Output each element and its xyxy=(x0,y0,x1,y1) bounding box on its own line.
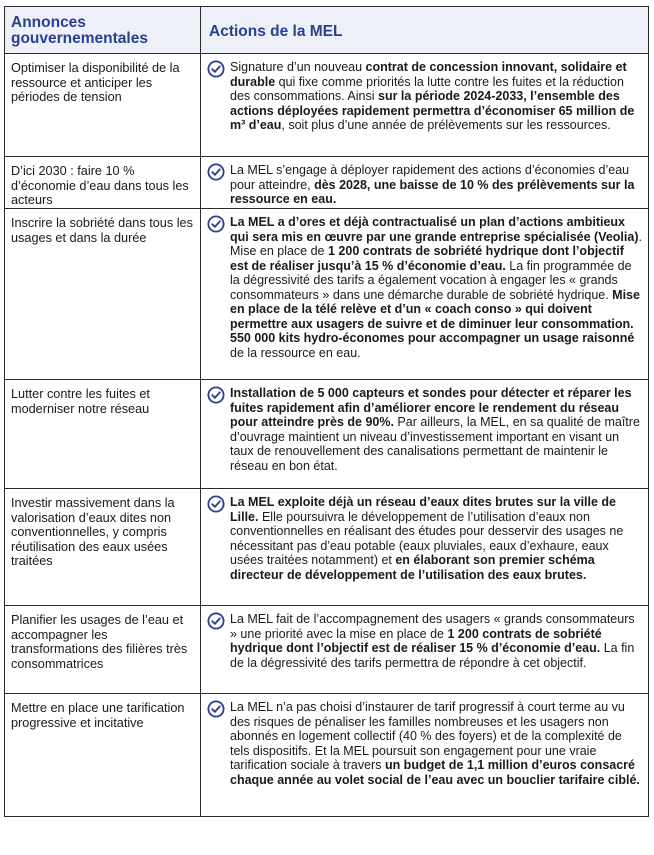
text-segment: La MEL n’a pas choisi d’instaurer de tarif progressif à court terme au vu des risques de pénaliser les familles nombreuses et les usagers non abonnés en logement collectif (40 % des foyers) et de la complexité de tels dispositifs. Et la MEL poursuit son engagement pour une vraie tarification sociale à travers xyxy=(230,700,625,773)
bold-segment: La MEL a d’ores et déjà contractualisé un plan d’actions ambitieux qui sera mis en œuvre par une grande entreprise spécialisée (Veolia) xyxy=(230,215,639,244)
text-segment: La fin programmée de la dégressivité des tarifs a également vocation à engager les « grands consommateurs » dans une démarche durable de sobriété hydrique. xyxy=(230,258,632,302)
table-row xyxy=(5,694,648,816)
check-circle-icon xyxy=(207,612,225,630)
header-announcements: Annonces gouvernementales xyxy=(5,7,201,53)
text-segment: La MEL fait de l’accompagnement des usagers « grands consommateurs » une priorité avec la mise en place de xyxy=(230,612,635,641)
bold-segment: sur la période 2024-2033, l’ensemble des actions déployées rapidement permettra d’économiser 65 million de m³ d’eau xyxy=(230,89,635,133)
action-cell xyxy=(201,380,648,488)
table-row xyxy=(5,54,648,157)
bold-segment: contrat de concession innovant, solidaire et durable xyxy=(230,60,627,89)
action-cell xyxy=(201,489,648,605)
action-cell xyxy=(201,54,648,156)
check-circle-icon xyxy=(207,495,225,513)
text-segment: La MEL s’engage à déployer rapidement des actions d’économies d’eau pour atteindre, xyxy=(230,163,630,192)
table-body xyxy=(5,54,648,816)
actions-table xyxy=(4,6,649,817)
text-segment: Par ailleurs, la MEL, en sa qualité de maître d’ouvrage maintient un niveau d’investissement important en visant un taux de renouvellement des canalisations permettant de maintenir le réseau en bon état. xyxy=(230,415,640,473)
action-text xyxy=(230,700,642,810)
action-text xyxy=(230,163,642,207)
table-row xyxy=(5,209,648,380)
action-text xyxy=(230,386,642,482)
check-circle-icon xyxy=(207,386,225,404)
text-segment: , soit plus d’une année de prélèvements sur les ressources. xyxy=(281,118,611,133)
action-text xyxy=(230,215,642,373)
bold-segment: La MEL exploite déjà un réseau d’eaux dites brutes sur la ville de Lille. xyxy=(230,495,617,524)
bold-segment: Mise en place de la télé relève et d’un « coach conso » qui doivent permettre aux usagers de suivre et de diminuer leur consommation. 550 000 kits hydro-économes pour accompagner un usage raisonné xyxy=(230,287,640,346)
table-row xyxy=(5,380,648,489)
action-cell xyxy=(201,694,648,816)
action-text xyxy=(230,612,642,687)
announcement-cell: Inscrire la sobriété dans tous les usages et dans la durée xyxy=(5,209,201,379)
bold-segment: 1 200 contrats de sobriété hydrique dont l’objectif est de réaliser jusqu’à 15 % d’économie d’eau. xyxy=(230,244,624,273)
check-circle-icon xyxy=(207,215,225,233)
action-cell xyxy=(201,157,648,208)
announcement-cell: Planifier les usages de l’eau et accompagner les transformations des filières très consommatrices xyxy=(5,606,201,693)
text-segment: Signature d’un nouveau xyxy=(230,60,366,74)
announcement-cell: D’ici 2030 : faire 10 % d’économie d’eau dans tous les acteurs xyxy=(5,157,201,208)
check-circle-icon xyxy=(207,60,225,78)
announcement-cell: Mettre en place une tarification progressive et incitative xyxy=(5,694,201,816)
bold-segment: en élaborant son premier schéma directeur de développement de l’utilisation des eaux brutes. xyxy=(230,553,595,582)
action-text xyxy=(230,495,642,599)
bold-segment: un budget de 1,1 million d’euros consacré chaque année au volet social de l’eau avec un bouclier tarifaire ciblé. xyxy=(230,758,640,787)
bold-segment: 1 200 contrats de sobriété hydrique dont l’objectif est de réaliser 15 % d’économie d’eau. xyxy=(230,626,602,656)
text-segment: qui fixe comme priorités la lutte contre les fuites et la réduction des consommations. Ainsi xyxy=(230,74,624,104)
text-segment: Elle poursuivra le développement de l’utilisation d’eaux non conventionnelles en réalisant des études pour desservir des usages ne nécessitant pas d’eau potable (eaux pluviales, eaux d’exhaure, eaux usées traitées notamment) et xyxy=(230,509,624,568)
bold-segment: Installation de 5 000 capteurs et sondes pour détecter et réparer les fuites rapidement afin d’améliorer encore le rendement du réseau pour atteindre près de 90%. xyxy=(230,386,632,430)
table-header xyxy=(5,7,648,54)
table-row xyxy=(5,489,648,606)
action-cell xyxy=(201,209,648,379)
header-mel-actions: Actions de la MEL xyxy=(209,23,343,40)
text-segment: . Mise en place de xyxy=(230,229,642,259)
announcement-cell: Lutter contre les fuites et moderniser notre réseau xyxy=(5,380,201,488)
announcement-cell: Investir massivement dans la valorisation d’eaux dites non conventionnelles, y compris réutilisation des eaux usées traitées xyxy=(5,489,201,605)
action-text xyxy=(230,60,642,150)
announcement-cell: Optimiser la disponibilité de la ressource et anticiper les périodes de tension xyxy=(5,54,201,156)
check-circle-icon xyxy=(207,163,225,181)
table-row xyxy=(5,157,648,209)
text-segment: de la ressource en eau. xyxy=(230,345,361,360)
bold-segment: dès 2028, une baisse de 10 % des prélèvements sur la ressource en eau. xyxy=(230,177,635,207)
action-cell xyxy=(201,606,648,693)
check-circle-icon xyxy=(207,700,225,718)
table-row xyxy=(5,606,648,694)
text-segment: La fin de la dégressivité des tarifs permettra de répondre à cet objectif. xyxy=(230,641,635,670)
